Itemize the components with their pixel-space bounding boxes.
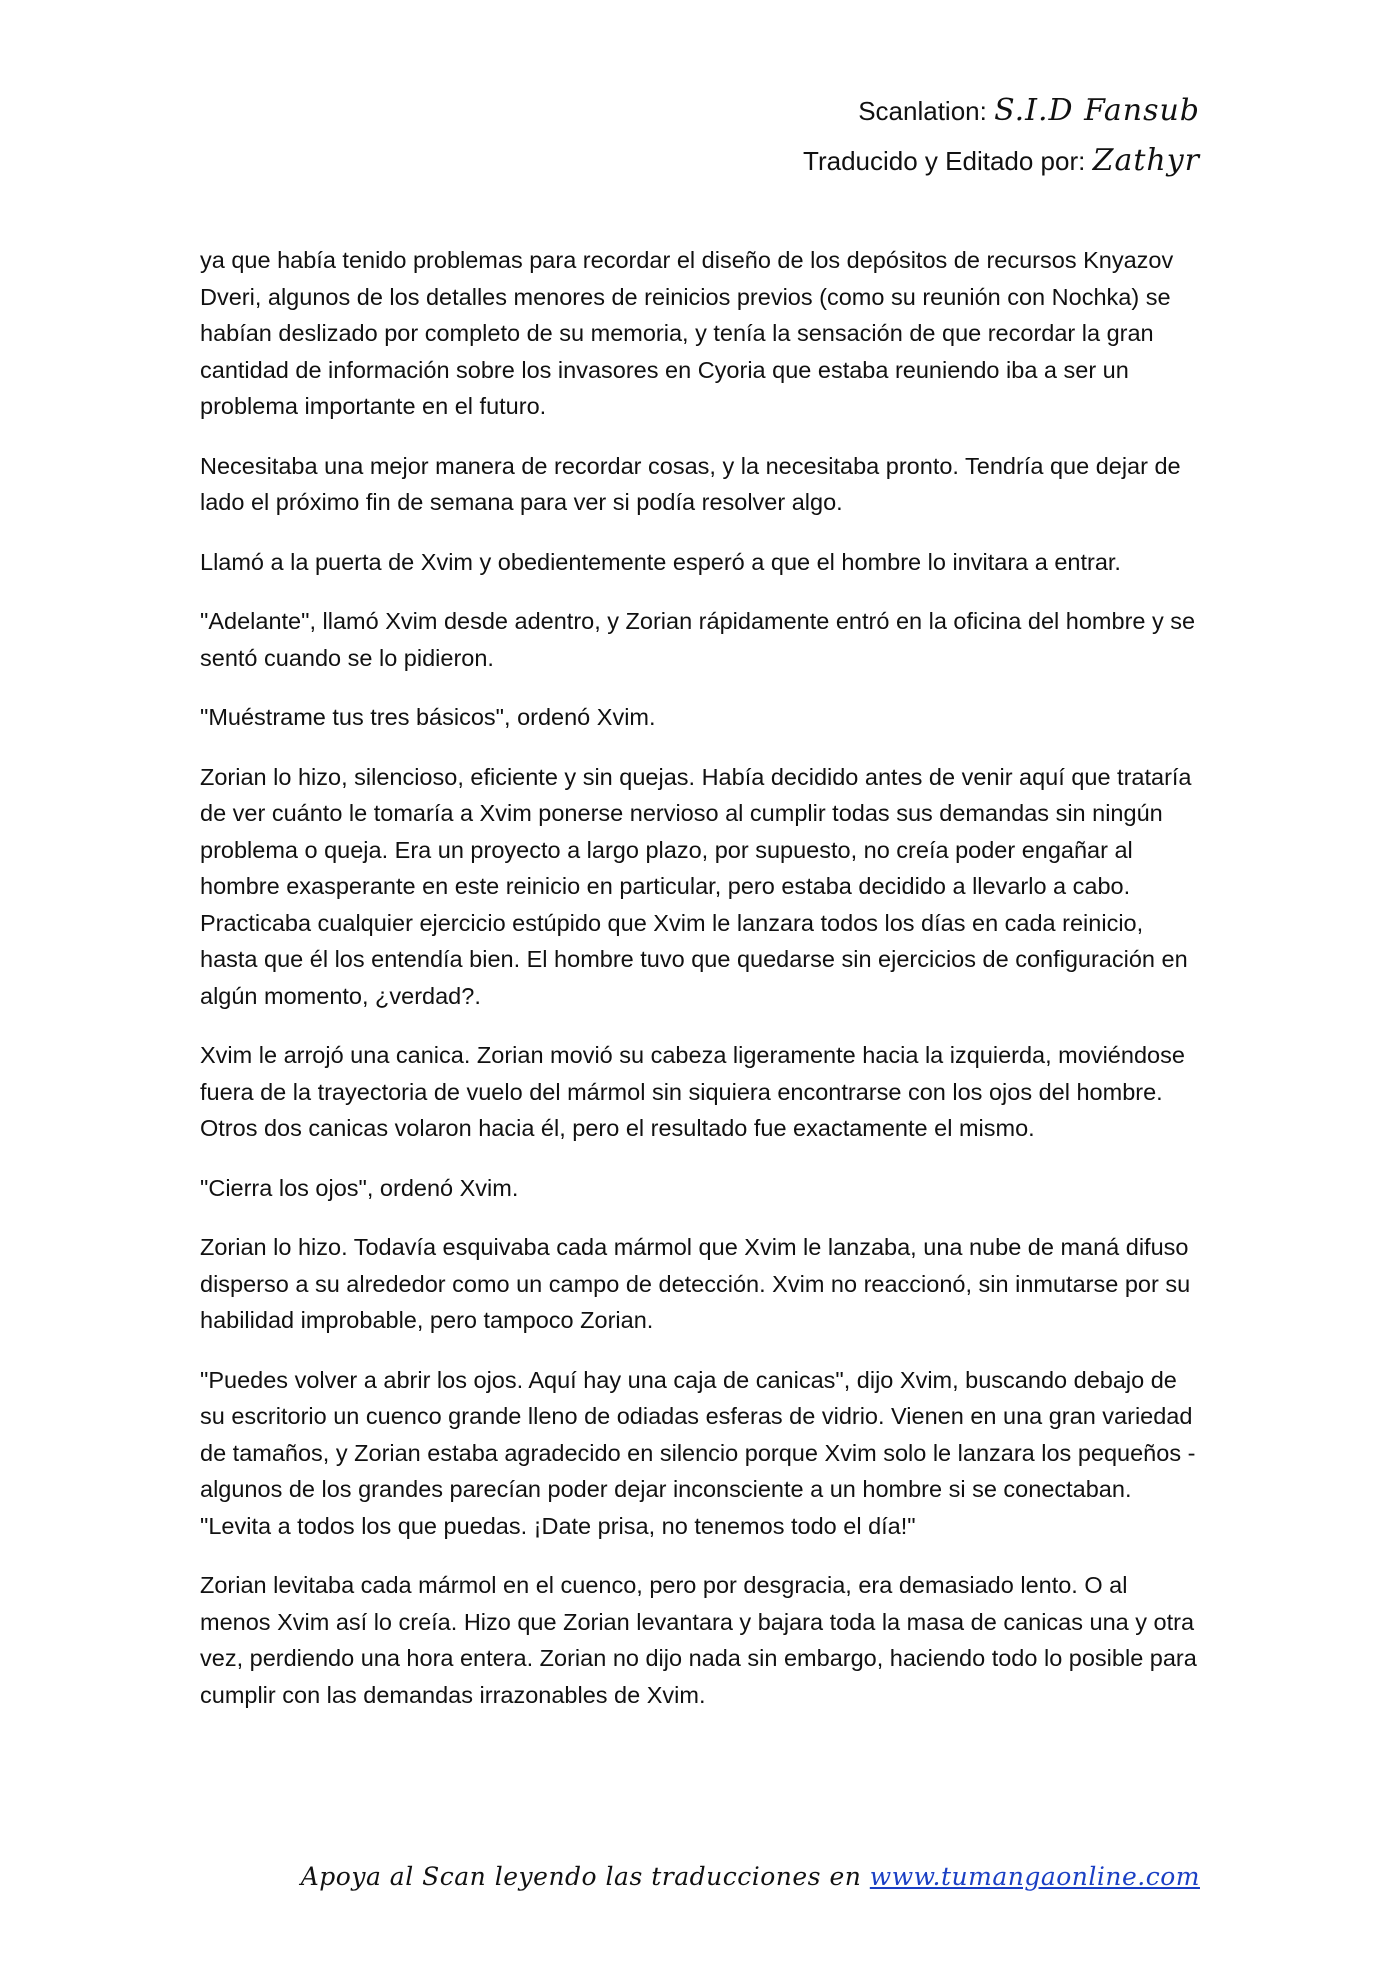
paragraph: Llamó a la puerta de Xvim y obedientemente esperó a que el hombre lo invitara a entrar. <box>200 548 1121 575</box>
tumangaonline-link[interactable]: www.tumangaonline.com <box>869 1862 1200 1891</box>
chapter-text <box>200 242 1200 1736</box>
paragraph: "Muéstrame tus tres básicos", ordenó Xvim. <box>200 704 656 730</box>
paragraph: Necesitaba una mejor manera de recordar cosas, y la necesitaba pronto. Tendría que dejar de lado el próximo fin de semana para ver si podía resolver algo. <box>200 452 1181 515</box>
paragraph: Zorian lo hizo. Todavía esquivaba cada mármol que Xvim le lanzaba, una nube de maná difuso disperso a su alrededor como un campo de detección. Xvim no reaccionó, sin inmutarse por su habilidad improbable, pero tampoco Zorian. <box>200 1234 1191 1333</box>
paragraph: Xvim le arrojó una canica. Zorian movió su cabeza ligeramente hacia la izquierda, moviéndose fuera de la trayectoria de vuelo del mármol sin siquiera encontrarse con los ojos del hombre. Otros dos canicas volaron hacia él, pero el resultado fue exactamente el mismo. <box>200 1042 1185 1141</box>
paragraph: "Adelante", llamó Xvim desde adentro, y Zorian rápidamente entró en la oficina del hombre y se sentó cuando se lo pidieron. <box>200 608 1196 671</box>
page-footer <box>301 1862 1200 1891</box>
footer-support-text: Apoya al Scan leyendo las traducciones en <box>300 1862 862 1891</box>
translator-label: Traducido y Editado por: <box>803 146 1086 176</box>
page-header <box>803 86 1200 186</box>
paragraph: "Puedes volver a abrir los ojos. Aquí hay una caja de canicas", dijo Xvim, buscando debajo de su escritorio un cuenco grande lleno de odiadas esferas de vidrio. Vienen en una gran variedad de tamaños, y Zorian estaba agradecido en silencio porque Xvim solo le lanzara los pequeños - algunos de los grandes parecían poder dejar inconsciente a un hombre si se conectaban. "Levita a todos los que puedas. ¡Date prisa, no tenemos todo el día!" <box>200 1366 1196 1539</box>
scanlation-group-name: S.I.D Fansub <box>994 93 1200 128</box>
scanlation-credit <box>803 86 1200 136</box>
translator-credit <box>803 136 1200 186</box>
paragraph: ya que había tenido problemas para recordar el diseño de los depósitos de recursos Knyazov Dveri, algunos de los detalles menores de reinicios previos (como su reunión con Nochka) se habían deslizado por completo de su memoria, y tenía la sensación de que recordar la gran cantidad de información sobre los invasores en Cyoria que estaba reuniendo iba a ser un problema importante en el futuro. <box>200 247 1174 419</box>
paragraph: Zorian lo hizo, silencioso, eficiente y sin quejas. Había decidido antes de venir aquí que trataría de ver cuánto le tomaría a Xvim ponerse nervioso al cumplir todas sus demandas sin ningún problema o queja. Era un proyecto a largo plazo, por supuesto, no creía poder engañar al hombre exasperante en este reinicio en particular, pero estaba decidido a llevarlo a cabo. Practicaba cualquier ejercicio estúpido que Xvim le lanzara todos los días en cada reinicio, hasta que él los entendía bien. El hombre tuvo que quedarse sin ejercicios de configuración en algún momento, ¿verdad?. <box>200 763 1192 1009</box>
paragraph: "Cierra los ojos", ordenó Xvim. <box>200 1174 519 1201</box>
translator-name: Zathyr <box>1092 143 1200 178</box>
scanlation-label: Scanlation: <box>858 96 987 126</box>
paragraph: Zorian levitaba cada mármol en el cuenco, pero por desgracia, era demasiado lento. O al menos Xvim así lo creía. Hizo que Zorian levantara y bajara toda la masa de canicas una y otra vez, perdiendo una hora entera. Zorian no dijo nada sin embargo, haciendo todo lo posible para cumplir con las demandas irrazonables de Xvim. <box>200 1572 1197 1708</box>
